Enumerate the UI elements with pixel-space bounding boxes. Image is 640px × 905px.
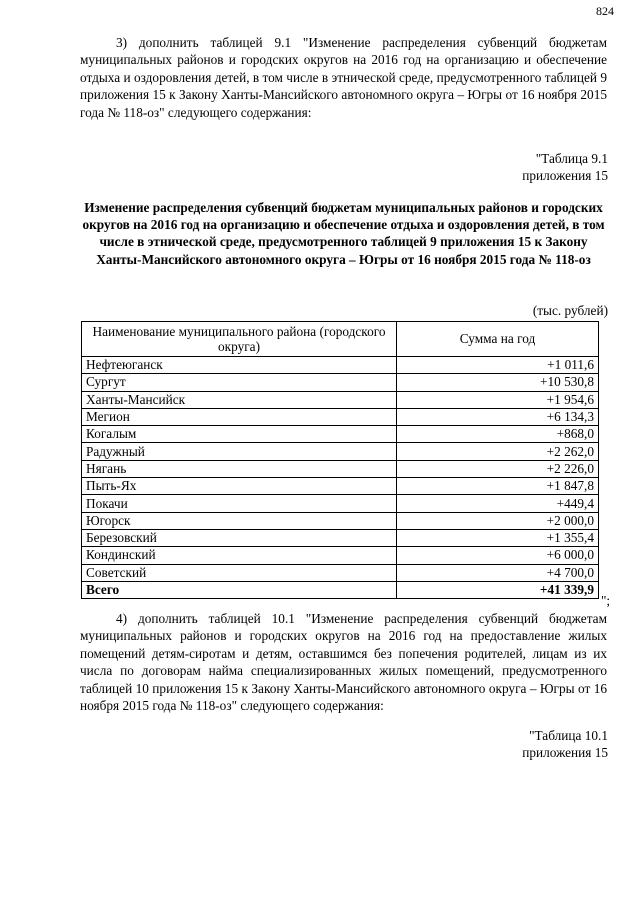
closing-quote: "; [601, 593, 611, 608]
table-row [82, 408, 599, 425]
row-name: Нягань [82, 460, 397, 477]
total-amount: +41 339,9 [397, 581, 599, 598]
row-name: Пыть-Ях [82, 478, 397, 495]
header-district: Наименование муниципального района (городского округа) [82, 322, 397, 357]
table-reference-10-1-line2: приложения 15 [522, 745, 608, 761]
table-reference-9-1 [522, 150, 608, 185]
row-name: Ханты-Мансийск [82, 391, 397, 408]
paragraph-4-text: 4) дополнить таблицей 10.1 "Изменение распределения субвенций бюджетам муниципальных районов и городских округов на 2016 год на предоставление жилых помещений детям-сиротам и детям, оставшимся без попечения родителей, лицам из их числа по договорам найма специализированных жилых помещений, предусмотренного таблицей 10 приложения 15 к Закону Ханты-Мансийского автономного округа – Югры от 16 ноября 2015 года № 118-оз" следующего содержания: [80, 611, 607, 714]
table-row [82, 374, 599, 391]
row-amount: +868,0 [397, 426, 599, 443]
table-reference-10-1 [522, 727, 608, 762]
row-amount: +2 000,0 [397, 512, 599, 529]
row-name: Кондинский [82, 547, 397, 564]
row-amount: +2 262,0 [397, 443, 599, 460]
row-name: Югорск [82, 512, 397, 529]
table-header-row [82, 322, 599, 357]
table-reference-10-1-line1: "Таблица 10.1 [529, 728, 608, 743]
table-row [82, 443, 599, 460]
table-row [82, 391, 599, 408]
table-row [82, 547, 599, 564]
row-amount: +1 847,8 [397, 478, 599, 495]
row-amount: +449,4 [397, 495, 599, 512]
row-amount: +2 226,0 [397, 460, 599, 477]
page-number: 824 [596, 4, 614, 18]
row-name: Радужный [82, 443, 397, 460]
row-amount: +4 700,0 [397, 564, 599, 581]
row-name: Нефтеюганск [82, 357, 397, 374]
row-name: Сургут [82, 374, 397, 391]
table-row [82, 564, 599, 581]
paragraph-4 [80, 610, 607, 714]
header-amount: Сумма на год [397, 322, 599, 357]
row-amount: +1 954,6 [397, 391, 599, 408]
table-row [82, 460, 599, 477]
table-reference-9-1-line1: "Таблица 9.1 [535, 151, 608, 166]
paragraph-3-text: 3) дополнить таблицей 9.1 "Изменение распределения субвенций бюджетам муниципальных районов и городских округов на 2016 год на организацию и обеспечение отдыха и оздоровления детей, в том числе в этнической среде, предусмотренного таблицей 9 приложения 15 к Закону Ханты-Мансийского автономного округа – Югры от 16 ноября 2015 года № 118-оз" следующего содержания: [80, 35, 607, 120]
table-row [82, 495, 599, 512]
table-title: Изменение распределения субвенций бюджетам муниципальных районов и городских округов на 2016 год на организацию и обеспечение отдыха и оздоровления детей, в том числе в этнической среде, предусмотренного таблицей 9 приложения 15 к Закону Ханты-Мансийского автономного округа – Югры от 16 ноября 2015 года № 118-оз [82, 200, 605, 267]
row-name: Когалым [82, 426, 397, 443]
row-amount: +6 134,3 [397, 408, 599, 425]
row-amount: +10 530,8 [397, 374, 599, 391]
table-reference-9-1-line2: приложения 15 [522, 168, 608, 184]
table-row [82, 426, 599, 443]
table-row [82, 512, 599, 529]
paragraph-3 [80, 34, 607, 121]
table-row [82, 357, 599, 374]
row-amount: +1 011,6 [397, 357, 599, 374]
row-amount: +6 000,0 [397, 547, 599, 564]
row-name: Покачи [82, 495, 397, 512]
subvention-table [81, 321, 599, 599]
table-total-row [82, 581, 599, 598]
row-amount: +1 355,4 [397, 529, 599, 546]
row-name: Советский [82, 564, 397, 581]
table-row [82, 529, 599, 546]
table-row [82, 478, 599, 495]
units-label: (тыс. рублей) [532, 303, 608, 318]
total-label: Всего [82, 581, 397, 598]
row-name: Березовский [82, 529, 397, 546]
row-name: Мегион [82, 408, 397, 425]
